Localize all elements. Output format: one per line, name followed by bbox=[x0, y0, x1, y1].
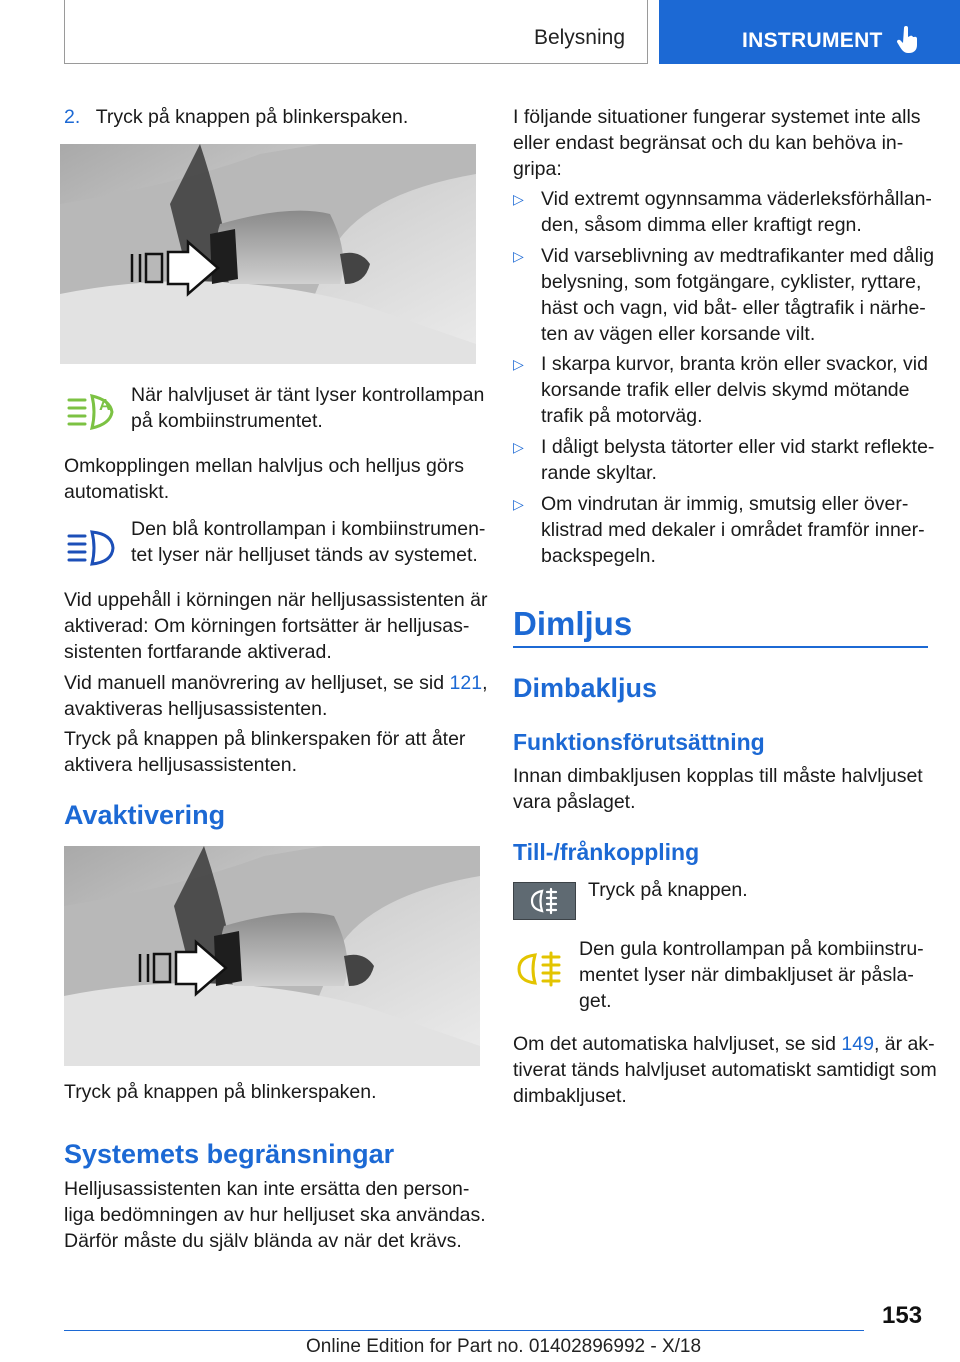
note-low-beam bbox=[131, 382, 484, 434]
list-line: belysning, som fotgängare, cyklister, ryttare, bbox=[541, 271, 922, 293]
heading-dimbakljus: Dimbakljus bbox=[513, 673, 658, 703]
para-line: Därför måste du själv blända av när det krävs. bbox=[64, 1230, 462, 1252]
para-line: liga bedömningen av hur helljuset ska användas. bbox=[64, 1204, 486, 1226]
para-manual bbox=[64, 670, 487, 722]
rear-fog-button[interactable] bbox=[513, 882, 576, 920]
page-number: 153 bbox=[882, 1302, 923, 1329]
para-line: eller endast begränsat och du kan behöva in- bbox=[513, 132, 904, 154]
page-link-121[interactable]: 121 bbox=[449, 672, 483, 694]
step-2 bbox=[64, 104, 408, 130]
para-line bbox=[513, 1031, 937, 1057]
section-title: Belysning bbox=[533, 26, 625, 49]
header-bar bbox=[64, 0, 648, 64]
tab-label: INSTRUMENT bbox=[742, 29, 883, 52]
bullet-marker: ▷ bbox=[513, 496, 524, 512]
para-line bbox=[64, 670, 487, 696]
para-line: avaktiveras helljusassistenten. bbox=[64, 698, 328, 720]
list-line: I skarpa kurvor, branta krön eller svackor, vid bbox=[541, 353, 928, 375]
heading-avaktivering: Avaktivering bbox=[64, 800, 226, 830]
bullet-marker: ▷ bbox=[513, 248, 524, 264]
list-line: den, såsom dimma eller kraftigt regn. bbox=[541, 214, 862, 236]
list-line: rande skyltar. bbox=[541, 462, 657, 484]
para-auto bbox=[513, 1031, 937, 1109]
list-line: trafik på motorväg. bbox=[541, 405, 703, 427]
stalk-figure-2 bbox=[64, 846, 480, 1066]
svg-text:A: A bbox=[99, 397, 111, 414]
para-line: Omkopplingen mellan halvljus och helljus görs bbox=[64, 455, 464, 477]
list-line: Vid varseblivning av medtrafikanter med dålig bbox=[541, 245, 935, 267]
list-line: klistrad med dekaler i området framför inner- bbox=[541, 519, 925, 541]
footer-edition: Online Edition for Part no. 01402896992 - X/18 bbox=[306, 1336, 702, 1357]
heading-till-fran: Till-/frånkoppling bbox=[513, 839, 700, 865]
note-line: Den gula kontrollampan på kombiinstru- bbox=[579, 938, 924, 960]
para-line: Tryck på knappen på blinkerspaken för att åter bbox=[64, 728, 466, 750]
list-line: häst och vagn, vid båt- eller tågtrafik i närhe- bbox=[541, 297, 926, 319]
para-press: Tryck på knappen. bbox=[588, 879, 748, 901]
rear-fog-indicator-icon bbox=[515, 949, 567, 994]
list-line: backspegeln. bbox=[541, 545, 656, 567]
para-line: I följande situationer fungerar systemet inte alls bbox=[513, 106, 921, 128]
para-line: sistenten fortfarande aktiverad. bbox=[64, 641, 332, 663]
para-line: Helljusassistenten kan inte ersätta den person- bbox=[64, 1178, 470, 1200]
para-line: automatiskt. bbox=[64, 481, 170, 503]
list-item bbox=[541, 351, 928, 429]
para-line: Vid uppehåll i körningen när helljusassistenten är bbox=[64, 589, 488, 611]
pointing-hand-icon bbox=[897, 26, 919, 59]
note-high-beam bbox=[131, 516, 485, 568]
footer-rule bbox=[64, 1330, 864, 1331]
note-line: Den blå kontrollampan i kombiinstrumen- bbox=[131, 518, 486, 540]
high-beam-indicator-icon bbox=[66, 528, 118, 573]
para-line: vara påslaget. bbox=[513, 791, 636, 813]
step-text: Tryck på knappen på blinkerspaken. bbox=[95, 106, 409, 128]
list-item bbox=[541, 186, 932, 238]
heading-funktion: Funktionsförutsättning bbox=[513, 729, 765, 755]
note-line: mentet lyser när dimbakljuset är påsla- bbox=[579, 964, 914, 986]
list-item bbox=[541, 243, 934, 347]
para-line: Innan dimbakljusen kopplas till måste halvljuset bbox=[513, 765, 923, 787]
note-line: get. bbox=[579, 990, 612, 1012]
tab-instrument[interactable] bbox=[659, 0, 960, 64]
heading-systemets: Systemets begränsningar bbox=[64, 1139, 395, 1169]
list-line: ten av vägen eller korsande vilt. bbox=[541, 323, 816, 345]
para-line: aktiverad: Om körningen fortsätter är helljusas- bbox=[64, 615, 470, 637]
list-item bbox=[541, 434, 934, 486]
stalk-figure-1 bbox=[60, 144, 476, 364]
note-fog bbox=[579, 936, 924, 1014]
text: Om det automatiska halvljuset, se sid bbox=[513, 1033, 842, 1055]
section-rule bbox=[513, 646, 928, 648]
text: Vid manuell manövrering av helljuset, se sid bbox=[64, 672, 450, 694]
para-line: aktivera helljusassistenten. bbox=[64, 754, 298, 776]
note-line: på kombiinstrumentet. bbox=[131, 410, 323, 432]
note-line: tet lyser när helljuset tänds av systemet. bbox=[131, 544, 478, 566]
list-line: I dåligt belysta tätorter eller vid starkt reflekte- bbox=[541, 436, 935, 458]
para-intro bbox=[513, 104, 921, 182]
para-switching bbox=[64, 453, 464, 505]
note-line: När halvljuset är tänt lyser kontrollampan bbox=[131, 384, 485, 406]
para-line: gripa: bbox=[513, 158, 562, 180]
rear-fog-button-icon bbox=[514, 883, 575, 919]
list-item bbox=[541, 491, 925, 569]
para-reactivate bbox=[64, 726, 465, 778]
bullet-marker: ▷ bbox=[513, 191, 524, 207]
list-line: Vid extremt ogynnsamma väderleksförhållan- bbox=[541, 188, 932, 210]
para-line: dimbakljuset. bbox=[513, 1085, 627, 1107]
list-line: korsande trafik eller delvis skymd mötande bbox=[541, 379, 910, 401]
page-link-149[interactable]: 149 bbox=[841, 1033, 874, 1055]
para-funktion bbox=[513, 763, 923, 815]
step-number: 2. bbox=[64, 106, 81, 128]
low-beam-auto-icon bbox=[66, 388, 118, 437]
bullet-marker: ▷ bbox=[513, 439, 524, 455]
heading-dimljus: Dimljus bbox=[513, 605, 633, 642]
list-line: Om vindrutan är immig, smutsig eller över- bbox=[541, 493, 909, 515]
text: , bbox=[482, 672, 488, 694]
para-limitations bbox=[64, 1176, 486, 1254]
caption-2: Tryck på knappen på blinkerspaken. bbox=[64, 1081, 377, 1103]
para-stop bbox=[64, 587, 488, 665]
text: , är ak- bbox=[873, 1033, 935, 1055]
bullet-marker: ▷ bbox=[513, 356, 524, 372]
para-line: tiverat tänds halvljuset automatiskt samtidigt som bbox=[513, 1059, 937, 1081]
